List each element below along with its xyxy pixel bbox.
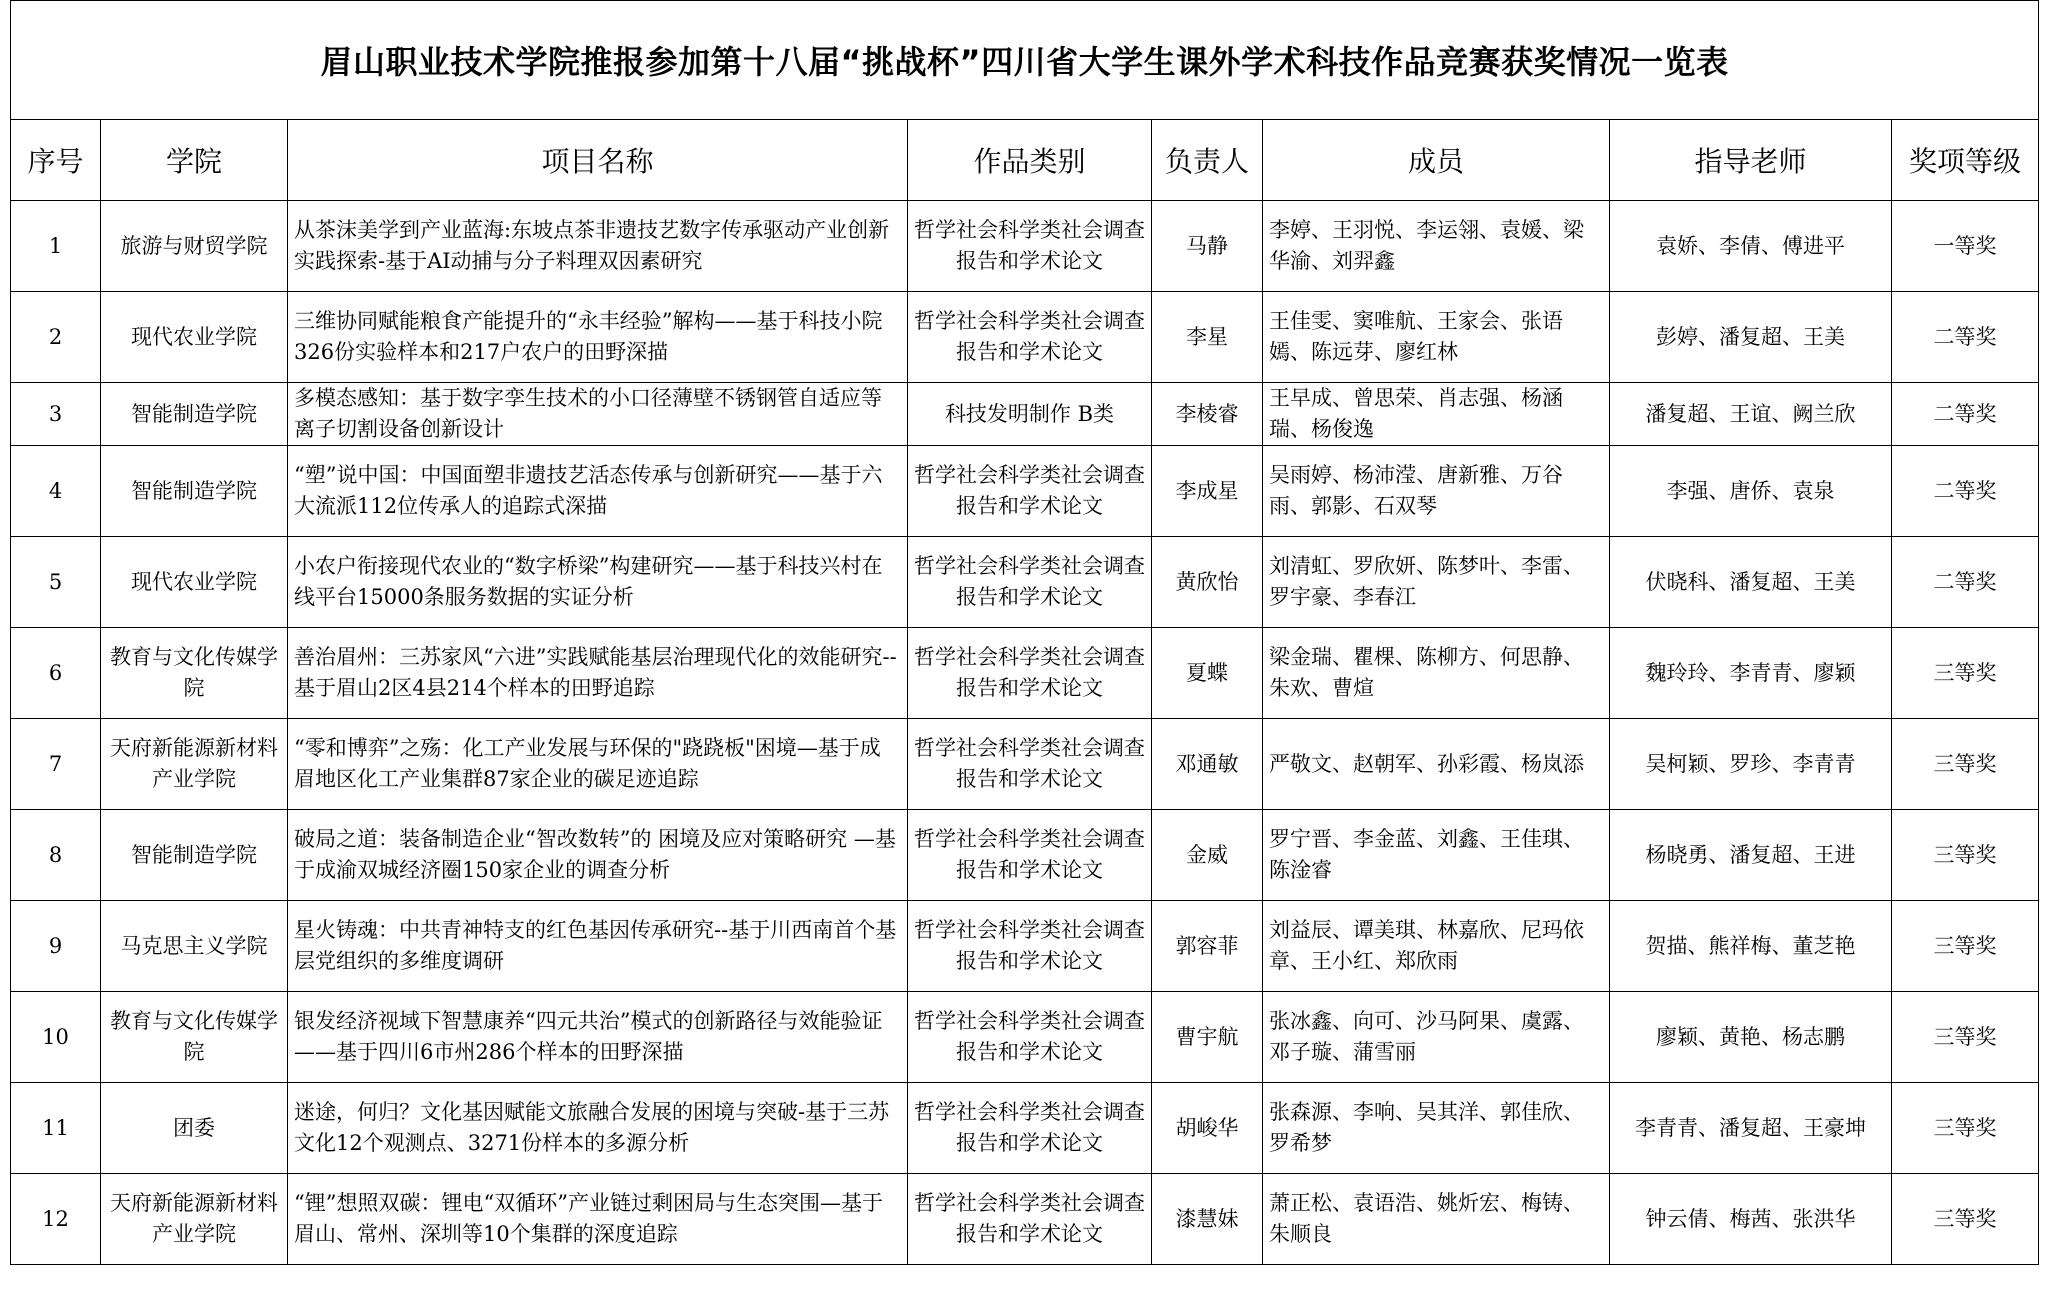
table-row [11, 383, 2039, 446]
advisors-cell: 李强、唐侨、袁泉 [1610, 446, 1892, 537]
members-cell: 张冰鑫、向可、沙马阿果、虞露、邓子璇、蒲雪丽 [1263, 992, 1610, 1083]
header-award: 奖项等级 [1892, 120, 2039, 201]
row-number: 4 [11, 446, 101, 537]
leader-cell: 李棱睿 [1152, 383, 1263, 446]
leader-cell: 李成星 [1152, 446, 1263, 537]
advisors-cell: 杨晓勇、潘复超、王进 [1610, 810, 1892, 901]
leader-cell: 金威 [1152, 810, 1263, 901]
members-cell: 张森源、李响、吴其洋、郭佳欣、罗希梦 [1263, 1083, 1610, 1174]
row-number: 5 [11, 537, 101, 628]
advisors-cell: 贺描、熊祥梅、董芝艳 [1610, 901, 1892, 992]
row-number: 1 [11, 201, 101, 292]
row-number: 6 [11, 628, 101, 719]
row-number: 7 [11, 719, 101, 810]
table-row [11, 901, 2039, 992]
award-cell: 二等奖 [1892, 292, 2039, 383]
college-cell: 天府新能源新材料产业学院 [101, 719, 288, 810]
header-college: 学院 [101, 120, 288, 201]
leader-cell: 曹宇航 [1152, 992, 1263, 1083]
project-name-cell: 迷途，何归？文化基因赋能文旅融合发展的困境与突破-基于三苏文化12个观测点、3271份样本的多源分析 [288, 1083, 908, 1174]
college-cell: 旅游与财贸学院 [101, 201, 288, 292]
table-row [11, 1083, 2039, 1174]
college-cell: 教育与文化传媒学院 [101, 628, 288, 719]
award-cell: 三等奖 [1892, 1083, 2039, 1174]
leader-cell: 郭容菲 [1152, 901, 1263, 992]
category-cell: 科技发明制作 B类 [908, 383, 1152, 446]
award-cell: 三等奖 [1892, 810, 2039, 901]
table-row [11, 537, 2039, 628]
project-name-cell: 破局之道：装备制造企业“智改数转”的 困境及应对策略研究 —基于成渝双城经济圈150家企业的调查分析 [288, 810, 908, 901]
members-cell: 刘清虹、罗欣妍、陈梦叶、李雷、罗宇豪、李春江 [1263, 537, 1610, 628]
category-cell: 哲学社会科学类社会调查报告和学术论文 [908, 292, 1152, 383]
header-row [11, 120, 2039, 201]
table-row [11, 446, 2039, 537]
table-row [11, 719, 2039, 810]
category-cell: 哲学社会科学类社会调查报告和学术论文 [908, 992, 1152, 1083]
leader-cell: 胡峻华 [1152, 1083, 1263, 1174]
project-name-cell: “零和博弈”之殇：化工产业发展与环保的"跷跷板"困境—基于成眉地区化工产业集群87家企业的碳足迹追踪 [288, 719, 908, 810]
advisors-cell: 李青青、潘复超、王豪坤 [1610, 1083, 1892, 1174]
project-name-cell: 多模态感知：基于数字孪生技术的小口径薄壁不锈钢管自适应等离子切割设备创新设计 [288, 383, 908, 446]
award-cell: 三等奖 [1892, 628, 2039, 719]
award-table [10, 0, 2039, 1265]
leader-cell: 夏蝶 [1152, 628, 1263, 719]
category-cell: 哲学社会科学类社会调查报告和学术论文 [908, 719, 1152, 810]
project-name-cell: 从茶沫美学到产业蓝海:东坡点茶非遗技艺数字传承驱动产业创新实践探索-基于AI动捕与分子料理双因素研究 [288, 201, 908, 292]
project-name-cell: 银发经济视域下智慧康养“四元共治”模式的创新路径与效能验证——基于四川6市州286个样本的田野深描 [288, 992, 908, 1083]
table-row [11, 628, 2039, 719]
advisors-cell: 魏玲玲、李青青、廖颖 [1610, 628, 1892, 719]
award-cell: 三等奖 [1892, 992, 2039, 1083]
members-cell: 刘益辰、谭美琪、林嘉欣、尼玛依章、王小红、郑欣雨 [1263, 901, 1610, 992]
college-cell: 现代农业学院 [101, 537, 288, 628]
category-cell: 哲学社会科学类社会调查报告和学术论文 [908, 201, 1152, 292]
category-cell: 哲学社会科学类社会调查报告和学术论文 [908, 810, 1152, 901]
row-number: 2 [11, 292, 101, 383]
members-cell: 王佳雯、窦唯航、王家会、张语嫣、陈远芽、廖红林 [1263, 292, 1610, 383]
college-cell: 团委 [101, 1083, 288, 1174]
row-number: 12 [11, 1174, 101, 1265]
award-cell: 二等奖 [1892, 537, 2039, 628]
advisors-cell: 潘复超、王谊、阙兰欣 [1610, 383, 1892, 446]
college-cell: 智能制造学院 [101, 810, 288, 901]
table-row [11, 992, 2039, 1083]
header-advisors: 指导老师 [1610, 120, 1892, 201]
row-number: 3 [11, 383, 101, 446]
row-number: 9 [11, 901, 101, 992]
award-cell: 二等奖 [1892, 383, 2039, 446]
project-name-cell: 星火铸魂：中共青神特支的红色基因传承研究--基于川西南首个基层党组织的多维度调研 [288, 901, 908, 992]
category-cell: 哲学社会科学类社会调查报告和学术论文 [908, 901, 1152, 992]
college-cell: 智能制造学院 [101, 383, 288, 446]
college-cell: 教育与文化传媒学院 [101, 992, 288, 1083]
award-cell: 三等奖 [1892, 719, 2039, 810]
members-cell: 萧正松、袁语浩、姚炘宏、梅铸、朱顺良 [1263, 1174, 1610, 1265]
members-cell: 严敬文、赵朝军、孙彩霞、杨岚添 [1263, 719, 1610, 810]
award-cell: 二等奖 [1892, 446, 2039, 537]
college-cell: 天府新能源新材料产业学院 [101, 1174, 288, 1265]
award-cell: 一等奖 [1892, 201, 2039, 292]
category-cell: 哲学社会科学类社会调查报告和学术论文 [908, 1174, 1152, 1265]
college-cell: 马克思主义学院 [101, 901, 288, 992]
project-name-cell: 善治眉州：三苏家风“六进”实践赋能基层治理现代化的效能研究--基于眉山2区4县214个样本的田野追踪 [288, 628, 908, 719]
advisors-cell: 袁娇、李倩、傅进平 [1610, 201, 1892, 292]
advisors-cell: 伏晓科、潘复超、王美 [1610, 537, 1892, 628]
college-cell: 智能制造学院 [101, 446, 288, 537]
college-cell: 现代农业学院 [101, 292, 288, 383]
award-cell: 三等奖 [1892, 1174, 2039, 1265]
project-name-cell: 三维协同赋能粮食产能提升的“永丰经验”解构——基于科技小院326份实验样本和217户农户的田野深描 [288, 292, 908, 383]
award-table-sheet [10, 0, 2038, 1292]
table-row [11, 810, 2039, 901]
leader-cell: 李星 [1152, 292, 1263, 383]
project-name-cell: “锂”想照双碳：锂电“双循环”产业链过剩困局与生态突围—基于眉山、常州、深圳等10个集群的深度追踪 [288, 1174, 908, 1265]
category-cell: 哲学社会科学类社会调查报告和学术论文 [908, 1083, 1152, 1174]
category-cell: 哲学社会科学类社会调查报告和学术论文 [908, 628, 1152, 719]
row-number: 11 [11, 1083, 101, 1174]
advisors-cell: 吴柯颖、罗珍、李青青 [1610, 719, 1892, 810]
header-members: 成员 [1263, 120, 1610, 201]
header-project: 项目名称 [288, 120, 908, 201]
advisors-cell: 廖颖、黄艳、杨志鹏 [1610, 992, 1892, 1083]
members-cell: 王早成、曾思荣、肖志强、杨涵瑞、杨俊逸 [1263, 383, 1610, 446]
members-cell: 吴雨婷、杨沛滢、唐新雅、万谷雨、郭影、石双琴 [1263, 446, 1610, 537]
leader-cell: 马静 [1152, 201, 1263, 292]
leader-cell: 邓通敏 [1152, 719, 1263, 810]
table-row [11, 292, 2039, 383]
table-title: 眉山职业技术学院推报参加第十八届“挑战杯”四川省大学生课外学术科技作品竞赛获奖情况一览表 [11, 1, 2039, 120]
project-name-cell: “塑”说中国：中国面塑非遗技艺活态传承与创新研究——基于六大流派112位传承人的追踪式深描 [288, 446, 908, 537]
title-row [11, 1, 2039, 120]
category-cell: 哲学社会科学类社会调查报告和学术论文 [908, 537, 1152, 628]
project-name-cell: 小农户衔接现代农业的“数字桥梁”构建研究——基于科技兴村在线平台15000条服务数据的实证分析 [288, 537, 908, 628]
leader-cell: 漆慧妹 [1152, 1174, 1263, 1265]
header-leader: 负责人 [1152, 120, 1263, 201]
advisors-cell: 彭婷、潘复超、王美 [1610, 292, 1892, 383]
table-row [11, 201, 2039, 292]
category-cell: 哲学社会科学类社会调查报告和学术论文 [908, 446, 1152, 537]
members-cell: 梁金瑞、瞿棵、陈柳方、何思静、朱欢、曹煊 [1263, 628, 1610, 719]
advisors-cell: 钟云倩、梅茜、张洪华 [1610, 1174, 1892, 1265]
members-cell: 罗宁晋、李金蓝、刘鑫、王佳琪、陈淦睿 [1263, 810, 1610, 901]
leader-cell: 黄欣怡 [1152, 537, 1263, 628]
members-cell: 李婷、王羽悦、李运翎、袁媛、梁华渝、刘羿鑫 [1263, 201, 1610, 292]
award-cell: 三等奖 [1892, 901, 2039, 992]
header-category: 作品类别 [908, 120, 1152, 201]
row-number: 8 [11, 810, 101, 901]
row-number: 10 [11, 992, 101, 1083]
table-row [11, 1174, 2039, 1265]
header-no: 序号 [11, 120, 101, 201]
